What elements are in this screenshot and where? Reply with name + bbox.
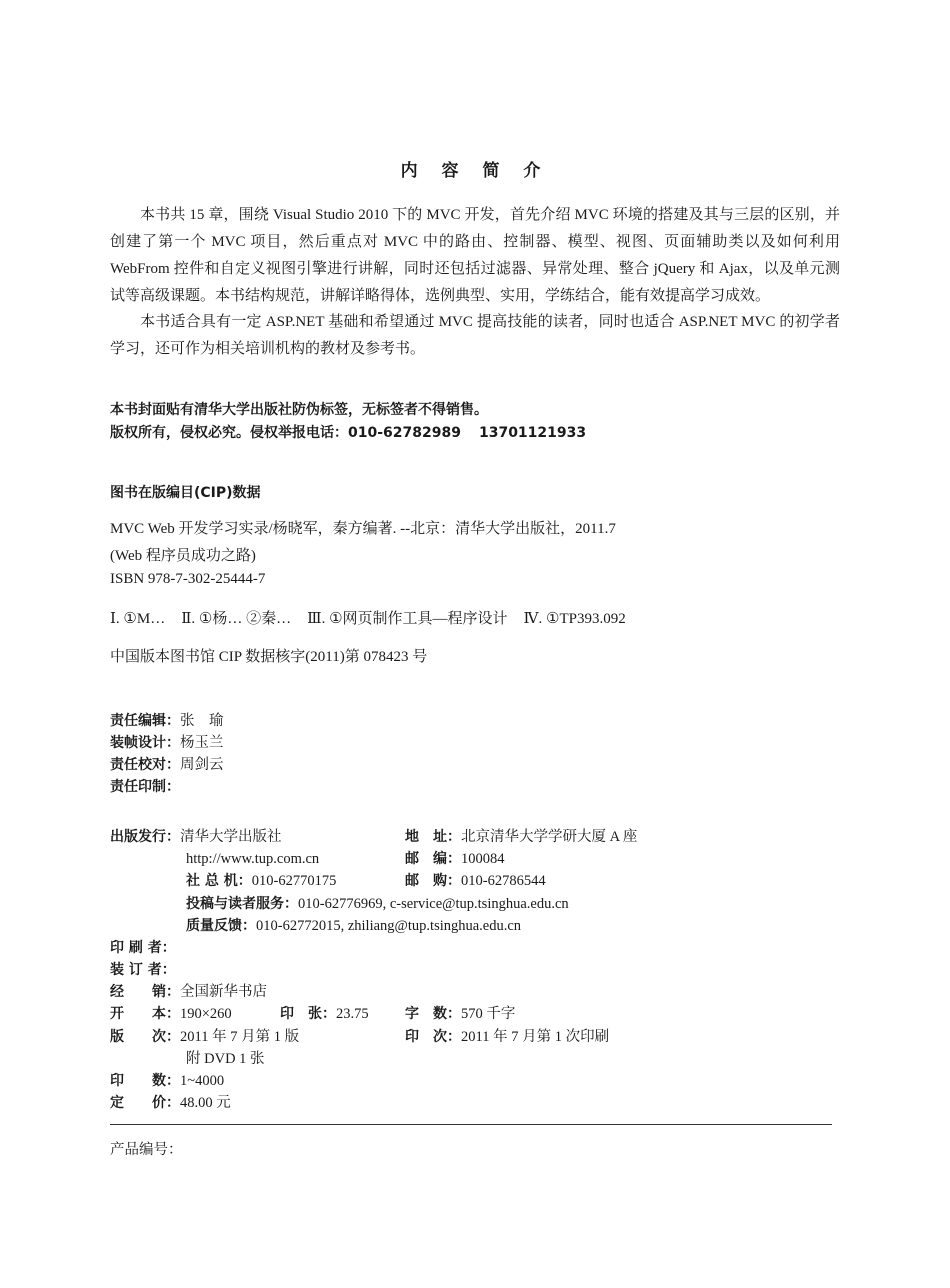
cip-title-line: MVC Web 开发学习实录/杨晓军，秦方编著. --北京：清华大学出版社，2011.7 — [110, 521, 616, 537]
service-row — [186, 894, 569, 914]
distributor-value: 全国新华书店 — [180, 984, 267, 1000]
summary-paragraph-2: 本书适合具有一定 ASP.NET 基础和希望通过 MVC 提高技能的读者，同时也适合 ASP.NET MVC 的初学者学习，还可作为相关培训机构的教材及参考书。 — [110, 314, 840, 357]
publisher-row — [110, 827, 282, 847]
price-row — [110, 1093, 231, 1113]
designer-label: 装帧设计： — [110, 735, 180, 751]
staff-proofreader-row — [110, 755, 224, 775]
words-row — [405, 1004, 515, 1024]
feedback-value: 010-62772015, zhiliang@tup.tsinghua.edu.cn — [256, 918, 522, 934]
words-value: 570 千字 — [461, 1006, 516, 1022]
cip-class-item: Ⅰ. ①M… — [110, 611, 166, 627]
staff-designer-row — [110, 733, 224, 753]
format-value: 190×260 — [180, 1006, 232, 1022]
publisher-label: 出版发行： — [110, 829, 180, 845]
address-label: 地 址： — [405, 829, 461, 845]
print-run-label: 印 数： — [110, 1073, 180, 1089]
staff-printing-row — [110, 777, 180, 797]
sheets-value: 23.75 — [336, 1006, 369, 1022]
mailorder-row — [405, 871, 546, 891]
address-value: 北京清华大学学研大厦 A 座 — [461, 829, 638, 845]
editor-label: 责任编辑： — [110, 713, 180, 729]
publisher-url: http://www.tup.com.cn — [186, 851, 320, 867]
edition-value: 2011 年 7 月第 1 版 — [180, 1029, 300, 1045]
format-row — [110, 1004, 232, 1024]
mailorder-value: 010-62786544 — [461, 873, 546, 889]
price-label: 定 价： — [110, 1095, 180, 1111]
print-run-value: 1~4000 — [180, 1073, 225, 1089]
distributor-row — [110, 982, 267, 1002]
impression-row — [405, 1027, 609, 1047]
editor-value: 张 瑜 — [180, 713, 224, 729]
service-label: 投稿与读者服务： — [186, 896, 298, 912]
mailorder-label: 邮 购： — [405, 873, 461, 889]
price-value: 48.00 元 — [180, 1095, 231, 1111]
words-label: 字 数： — [405, 1006, 461, 1022]
switchboard-label: 社 总 机： — [186, 873, 252, 889]
summary-paragraph-1: 本书共 15 章，围绕 Visual Studio 2010 下的 MVC 开发，首先介绍 MVC 环境的搭建及其与三层的区别，并创建了第一个 MVC 项目，然后重点对 MVC 中的路由、控制器、模型、视图、页面辅助类以及如何利用 WebFrom 控件和自定义视图引擎进行讲解，同时还包括过滤器、异常处理、整合 jQuery 和 Ajax，以及单元测试等高级课题。本书结构规范，讲解详略得体，选例典型、实用，学练结合，能有效提高学习成效。 — [110, 207, 840, 304]
postcode-label: 邮 编： — [405, 851, 461, 867]
designer-value: 杨玉兰 — [180, 735, 224, 751]
edition-label: 版 次： — [110, 1029, 180, 1045]
proofreader-value: 周剑云 — [180, 757, 224, 773]
copyright-notice-text: 版权所有，侵权必究。侵权举报电话：010-62782989 — [110, 425, 461, 441]
sheets-label: 印 张： — [280, 1006, 336, 1022]
cip-isbn: ISBN 978-7-302-25444-7 — [110, 571, 266, 587]
cip-class-item: Ⅱ. ①杨… ②秦… — [181, 611, 292, 627]
printing-label: 责任印制： — [110, 779, 180, 795]
cip-classifications — [110, 607, 626, 628]
divider — [110, 1124, 832, 1125]
report-phone: 13701121933 — [478, 425, 587, 441]
edition-row — [110, 1027, 299, 1047]
impression-value: 2011 年 7 月第 1 次印刷 — [461, 1029, 610, 1045]
staff-editor-row — [110, 711, 224, 731]
service-value: 010-62776969, c-service@tup.tsinghua.edu.cn — [298, 896, 569, 912]
cip-class-item: Ⅲ. ①网页制作工具—程序设计 — [307, 611, 508, 627]
publisher-name: 清华大学出版社 — [180, 829, 282, 845]
cip-class-item: Ⅳ. ①TP393.092 — [523, 611, 626, 627]
sheets-row — [280, 1004, 369, 1024]
anti-counterfeit-notice: 本书封面贴有清华大学出版社防伪标签，无标签者不得销售。 — [110, 402, 488, 418]
cip-library-record: 中国版本图书馆 CIP 数据核字(2011)第 078423 号 — [110, 649, 428, 665]
cip-series-line: (Web 程序员成功之路) — [110, 548, 256, 564]
feedback-row — [186, 916, 521, 936]
copyright-notice — [110, 422, 586, 445]
attachment: 附 DVD 1 张 — [186, 1051, 265, 1067]
page-title: 内 容 简 介 — [400, 161, 550, 181]
distributor-label: 经 销： — [110, 984, 180, 1000]
print-run-row — [110, 1071, 224, 1091]
format-label: 开 本： — [110, 1006, 180, 1022]
postcode-value: 100084 — [461, 851, 505, 867]
proofreader-label: 责任校对： — [110, 757, 180, 773]
printer-row — [110, 938, 176, 958]
product-code-label: 产品编号： — [110, 1142, 183, 1158]
address-row — [405, 827, 637, 847]
switchboard-row — [186, 871, 336, 891]
impression-label: 印 次： — [405, 1029, 461, 1045]
binder-label: 装 订 者： — [110, 962, 176, 978]
cip-heading: 图书在版编目(CIP)数据 — [110, 485, 261, 501]
feedback-label: 质量反馈： — [186, 918, 256, 934]
binder-row — [110, 960, 176, 980]
switchboard-value: 010-62770175 — [251, 873, 337, 889]
postcode-row — [405, 849, 505, 869]
printer-label: 印 刷 者： — [110, 940, 176, 956]
